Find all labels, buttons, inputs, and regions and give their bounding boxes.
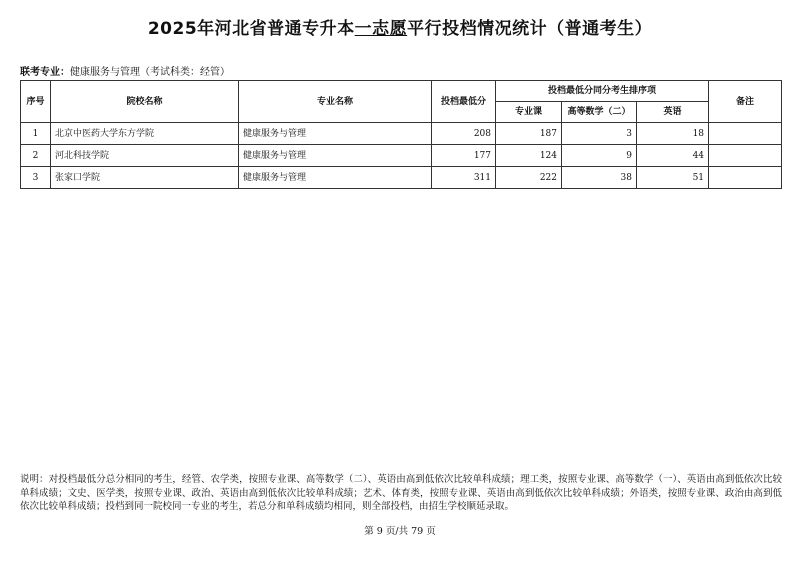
page-number: 第 9 页/共 79 页 bbox=[364, 526, 436, 537]
cell-min-score: 208 bbox=[432, 123, 496, 145]
cell-min-score: 177 bbox=[432, 145, 496, 167]
cell-sub3: 51 bbox=[637, 167, 709, 189]
cell-remark bbox=[709, 123, 782, 145]
page-title bbox=[0, 14, 800, 39]
cell-index: 3 bbox=[21, 167, 51, 189]
table-row bbox=[21, 145, 782, 167]
cell-index: 1 bbox=[21, 123, 51, 145]
cell-sub3: 44 bbox=[637, 145, 709, 167]
cell-index: 2 bbox=[21, 145, 51, 167]
header-sub2: 高等数学（二） bbox=[562, 102, 637, 123]
title-suffix: 平行投档情况统计（普通考生） bbox=[407, 19, 653, 39]
cell-sub2: 3 bbox=[562, 123, 637, 145]
cell-sub2: 38 bbox=[562, 167, 637, 189]
header-tiebreak-group: 投档最低分同分考生排序项 bbox=[496, 81, 709, 102]
cell-sub1: 187 bbox=[496, 123, 562, 145]
header-sub1: 专业课 bbox=[496, 102, 562, 123]
cell-remark bbox=[709, 145, 782, 167]
cell-sub1: 124 bbox=[496, 145, 562, 167]
cell-sub2: 9 bbox=[562, 145, 637, 167]
cell-school: 北京中医药大学东方学院 bbox=[51, 123, 239, 145]
cell-major: 健康服务与管理 bbox=[239, 123, 432, 145]
major-label: 联考专业： bbox=[20, 67, 70, 78]
cell-sub1: 222 bbox=[496, 167, 562, 189]
header-school: 院校名称 bbox=[51, 81, 239, 123]
major-line bbox=[20, 63, 230, 78]
header-remark: 备注 bbox=[709, 81, 782, 123]
major-value: 健康服务与管理（考试科类：经管） bbox=[70, 67, 230, 78]
title-prefix: 2025年河北省普通专升本 bbox=[147, 19, 355, 39]
admission-table bbox=[20, 80, 782, 189]
table-row bbox=[21, 167, 782, 189]
header-major: 专业名称 bbox=[239, 81, 432, 123]
title-underlined: 一志愿 bbox=[354, 19, 408, 39]
cell-major: 健康服务与管理 bbox=[239, 167, 432, 189]
table-row bbox=[21, 123, 782, 145]
cell-remark bbox=[709, 167, 782, 189]
cell-school: 河北科技学院 bbox=[51, 145, 239, 167]
cell-sub3: 18 bbox=[637, 123, 709, 145]
header-min-score: 投档最低分 bbox=[432, 81, 496, 123]
explanatory-note: 说明：对投档最低分总分相同的考生，经管、农学类，按照专业课、高等数学（二）、英语由高到低依次比较单科成绩；理工类，按照专业课、高等数学（一）、英语由高到低依次比较单科成绩；文史、医学类，按照专业课、政治、英语由高到低依次比较单科成绩；艺术、体育类，按照专业课、英语由高到低依次比较单科成绩；外语类，按照专业课、政治由高到低依次比较单科成绩；投档到同一院校同一专业的考生，若总分和单科成绩均相同，则全部投档，由招生学校顺延录取。 bbox=[20, 474, 782, 512]
cell-min-score: 311 bbox=[432, 167, 496, 189]
cell-school: 张家口学院 bbox=[51, 167, 239, 189]
cell-major: 健康服务与管理 bbox=[239, 145, 432, 167]
header-index: 序号 bbox=[21, 81, 51, 123]
header-sub3: 英语 bbox=[637, 102, 709, 123]
